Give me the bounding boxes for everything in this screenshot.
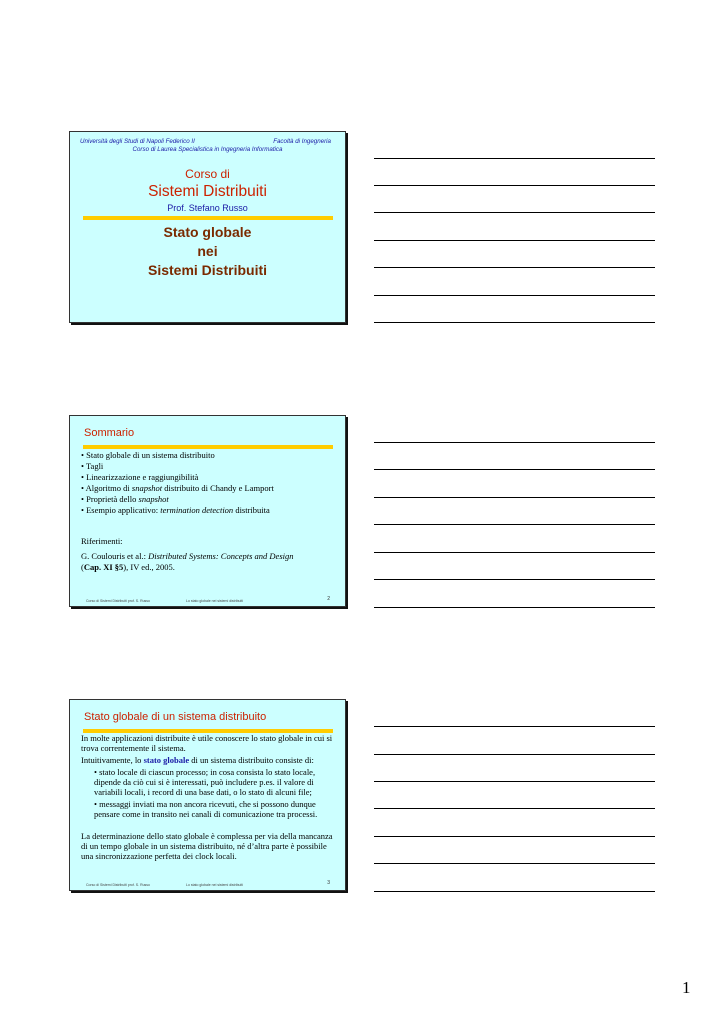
professor-name: Prof. Stefano Russo	[167, 203, 248, 213]
slide-title: Sommario	[84, 427, 135, 439]
topic-line: nei	[197, 243, 218, 259]
note-line	[374, 322, 655, 323]
degree-course: Corso di Laurea Specialistica in Ingegneria Informatica	[132, 146, 283, 153]
corso-di-label: Corso di	[185, 167, 230, 181]
topic-line: Stato globale	[163, 224, 252, 240]
paragraph: La determinazione dello stato globale è complessa per via della mancanza di un tempo globale in un sistema distribuito, né d’altra parte è possibile una sincronizzazione perfetta dei clock locali.	[81, 831, 333, 861]
footer-topic: Lo stato globale nei sistemi distribuiti	[186, 883, 244, 887]
summary-item: • Algoritmo di snapshot distribuito di Chandy e Lamport	[81, 483, 274, 493]
note-line	[374, 579, 655, 580]
university-name: Università degli Studi di Napoli Federico II	[80, 138, 195, 145]
note-line	[374, 295, 655, 296]
note-line	[374, 469, 655, 470]
note-line	[374, 267, 655, 268]
sub-bullet: • stato locale di ciascun processo; in cosa consista lo stato locale, dipende da ciò cui si è interessati, può includere p.es. il valore di variabili locali, i record di una base dati, o lo stato di alcuni file;	[94, 767, 316, 797]
summary-item: • Proprietà dello snapshot	[81, 494, 169, 504]
note-line	[374, 212, 655, 213]
references	[81, 536, 337, 573]
note-line	[374, 240, 655, 241]
note-line	[374, 808, 655, 809]
summary-item: • Linearizzazione e raggiungibilità	[81, 472, 199, 482]
slide-title: Stato globale di un sistema distribuito	[84, 711, 267, 723]
note-line	[374, 781, 655, 782]
paragraph: Intuitivamente, lo stato globale di un sistema distribuito consiste di:	[81, 755, 314, 765]
slide-number: 3	[327, 880, 330, 886]
slide-2	[69, 415, 346, 607]
note-line	[374, 158, 655, 159]
footer-topic: Lo stato globale nei sistemi distribuiti	[186, 599, 244, 603]
summary-list	[81, 450, 337, 516]
paragraph: In molte applicazioni distribuite è utile conoscere lo stato globale in cui si trova correntemente il sistema.	[81, 733, 333, 753]
divider-bar	[83, 216, 333, 220]
summary-item: • Stato globale di un sistema distribuito	[81, 450, 215, 460]
reference-entry: G. Coulouris et al.: Distributed Systems: Concepts and Design (Cap. XI §5), IV ed., 2005.	[81, 551, 294, 572]
note-line	[374, 863, 655, 864]
footer-course: Corso di Sistemi Distribuiti prof. S. Russo	[86, 599, 150, 603]
slide-footer	[86, 599, 331, 603]
note-line	[374, 754, 655, 755]
note-line	[374, 552, 655, 553]
topic-line: Sistemi Distribuiti	[147, 262, 268, 278]
slide-body	[81, 733, 337, 861]
footer-course: Corso di Sistemi Distribuiti prof. S. Russo	[86, 883, 150, 887]
references-label: Riferimenti:	[81, 536, 123, 546]
slide-footer	[86, 883, 331, 887]
note-line	[374, 726, 655, 727]
summary-item: • Esempio applicativo: termination detection distribuita	[81, 505, 270, 515]
summary-item: • Tagli	[81, 461, 104, 471]
slide-1	[69, 131, 346, 323]
note-line	[374, 497, 655, 498]
note-line	[374, 185, 655, 186]
course-title: Sistemi Distribuiti	[148, 183, 267, 200]
page-number: 1	[682, 978, 691, 997]
slide-3	[69, 699, 346, 891]
note-line	[374, 891, 655, 892]
divider-bar	[83, 445, 333, 449]
note-line	[374, 442, 655, 443]
sub-bullet: • messaggi inviati ma non ancora ricevuti, che si possono dunque pensare come in transito nei canali di comunicazione tra processi.	[94, 799, 318, 819]
highlight-term: stato globale	[143, 755, 190, 765]
slide-number: 2	[327, 596, 330, 602]
faculty-name: Facoltà di Ingegneria	[273, 138, 331, 145]
note-line	[374, 607, 655, 608]
note-line	[374, 836, 655, 837]
note-line	[374, 524, 655, 525]
